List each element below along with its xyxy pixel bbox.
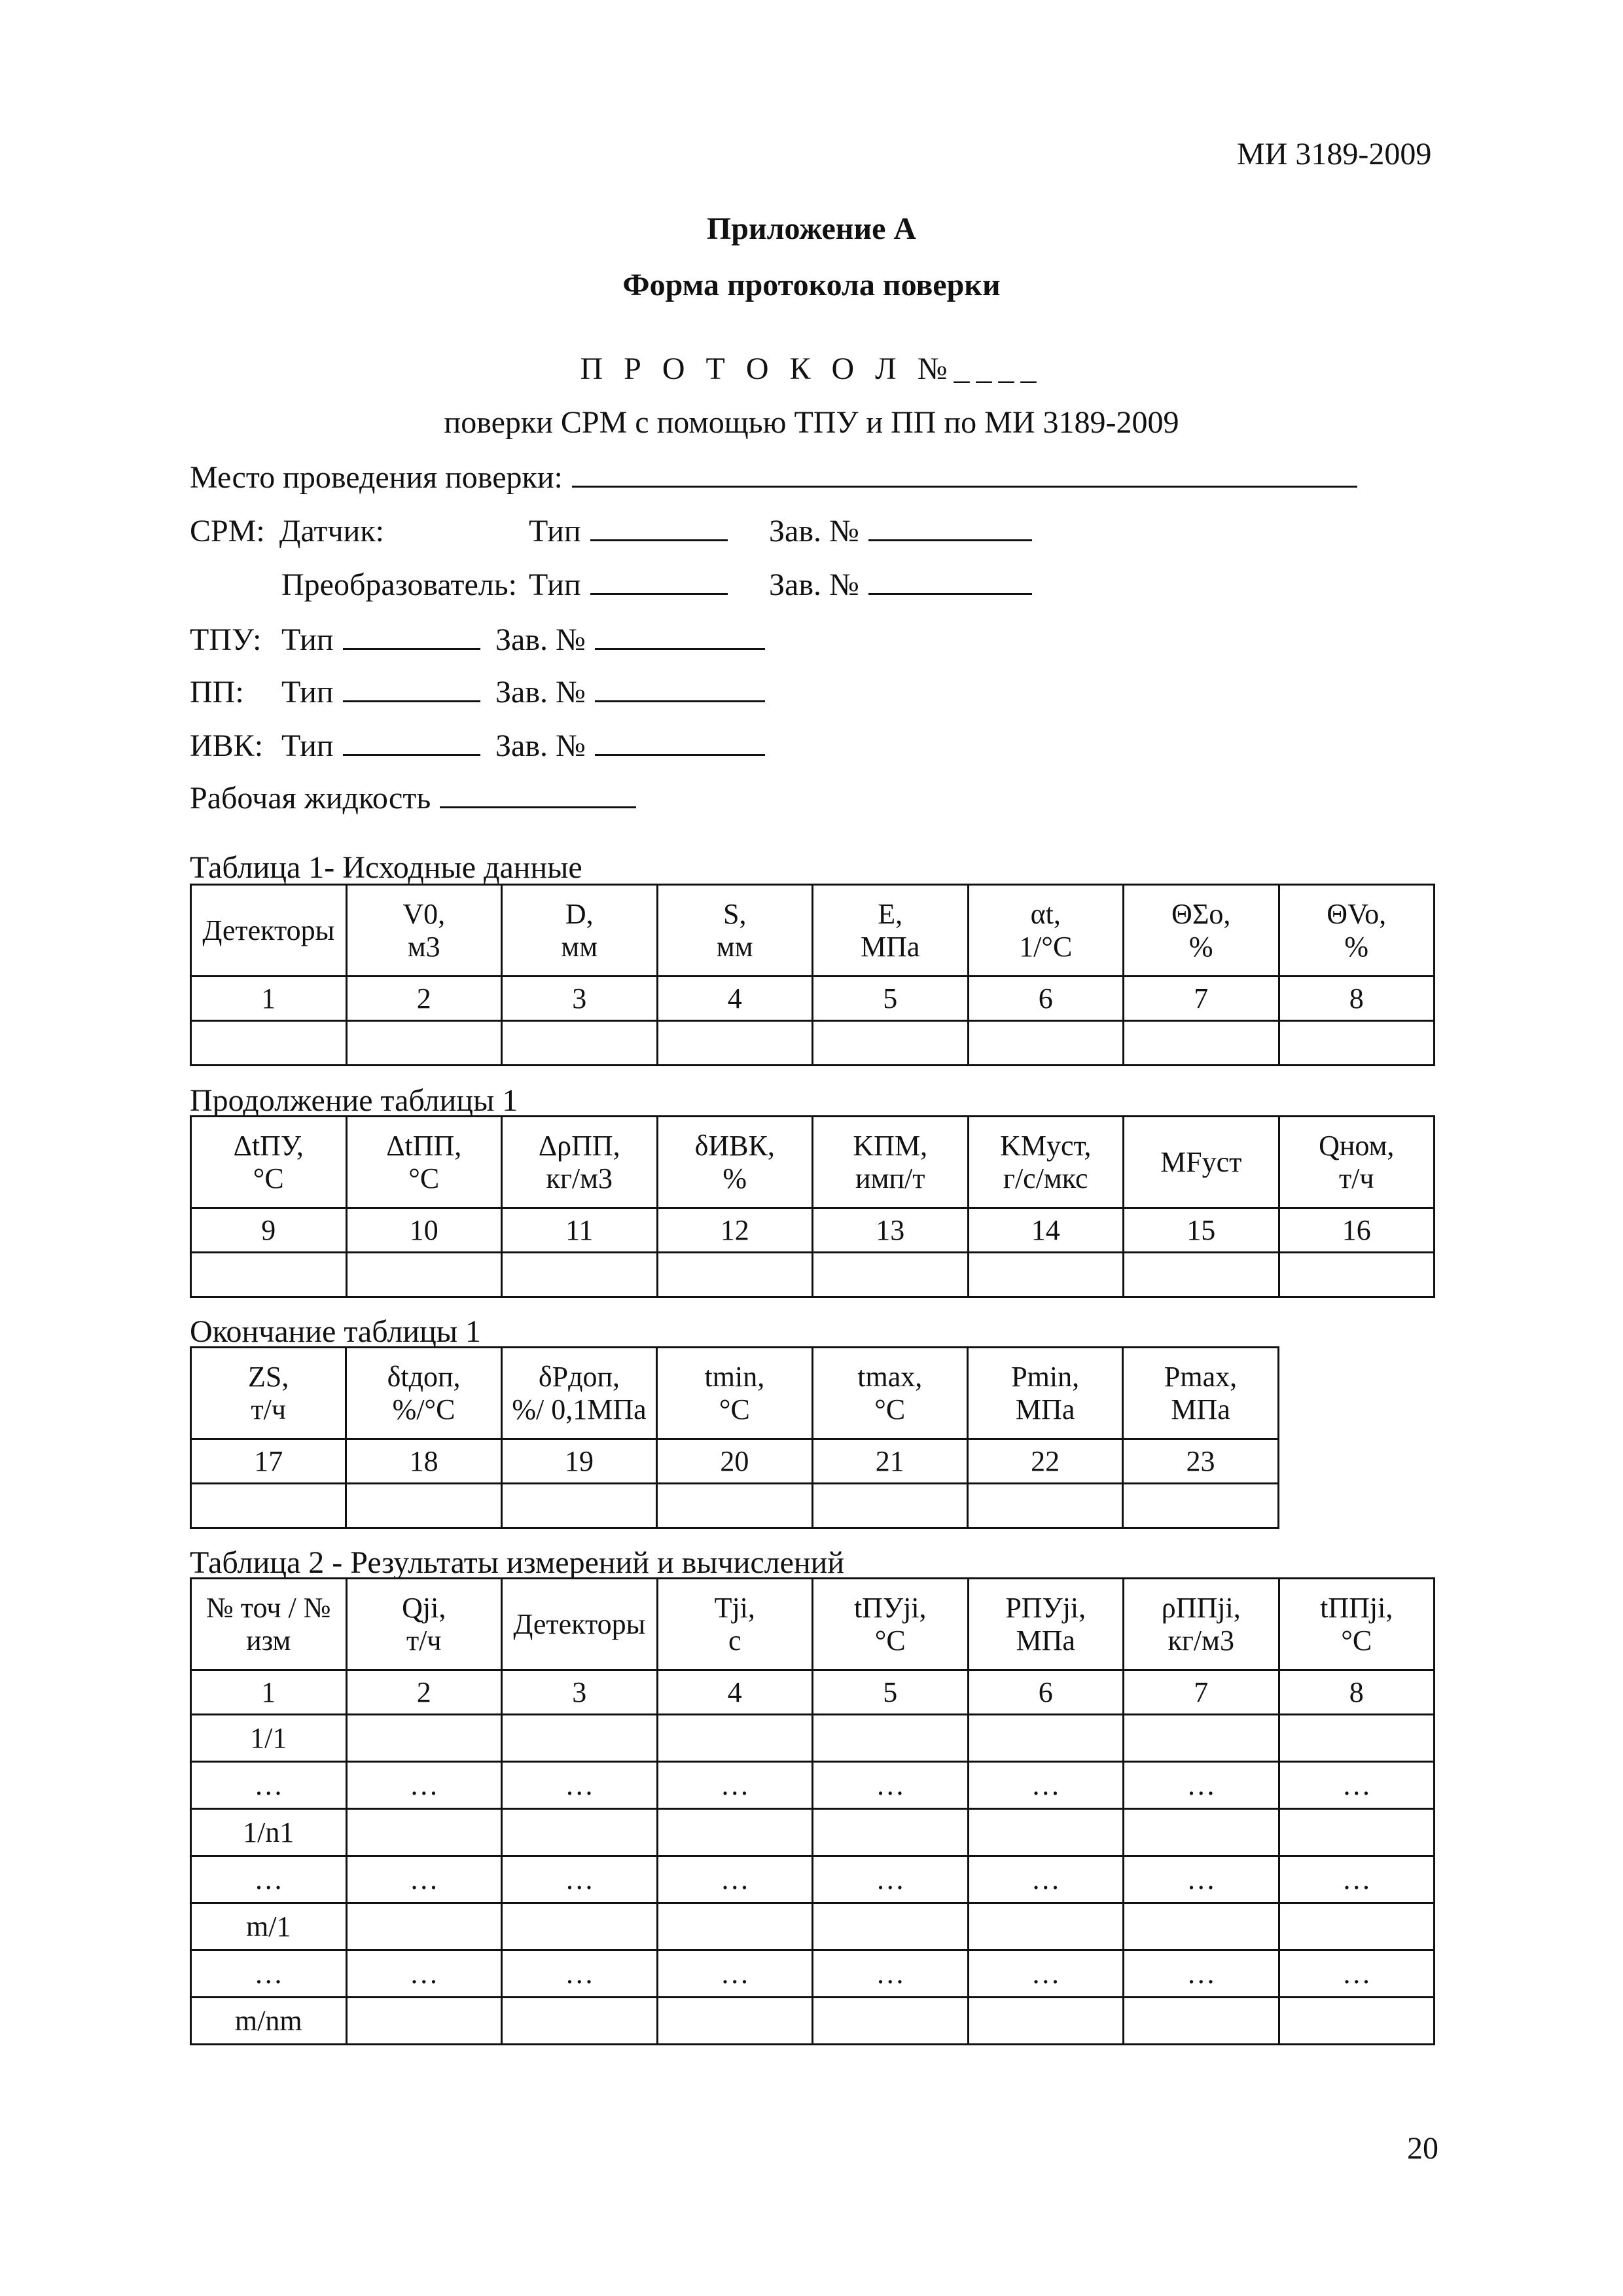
fluid-field[interactable] [440,781,636,808]
table2-ellipsis-cell: … [657,1950,813,1998]
pp-serial-label: Зав. № [495,675,586,709]
srm-label: СРМ: [190,514,265,548]
table1-end-number-cell: 19 [501,1439,656,1484]
table2-empty-cell[interactable] [346,1809,502,1856]
table1-cont-number-cell: 10 [346,1208,502,1253]
table1-empty-cell[interactable] [346,1021,502,1066]
sensor-serial-label: Зав. № [769,514,859,548]
place-label: Место проведения поверки: [190,460,563,495]
table1-number-cell: 4 [657,977,813,1021]
pp-label: ПП: [190,675,244,709]
table2-data-row [191,1809,1435,1856]
table1-header-cell: E, МПа [813,885,969,977]
ivk-type-label: Тип [281,728,334,763]
tpu-serial-field[interactable] [595,623,765,650]
table1-end-number-cell: 21 [812,1439,967,1484]
table1 [190,884,1435,1066]
table1-cont-number-cell: 14 [968,1208,1124,1253]
pp-type-label: Тип [281,675,334,709]
table1-cont-number-cell: 13 [813,1208,969,1253]
table1-cont-number-cell: 15 [1124,1208,1279,1253]
table2-ellipsis-cell: … [968,1762,1124,1809]
table1-end-empty-cell[interactable] [967,1484,1122,1528]
table2-ellipsis-cell: … [968,1950,1124,1998]
table2-empty-cell[interactable] [1124,1998,1279,2045]
sensor-label: Датчик: [279,514,384,548]
table1-cont-caption: Продолжение таблицы 1 [190,1083,518,1118]
converter-serial-field[interactable] [868,568,1032,595]
table2-header-cell: Детекторы [502,1579,658,1670]
table2-ellipsis-cell: … [813,1762,969,1809]
table1-end-empty-cell[interactable] [501,1484,656,1528]
table2-empty-cell[interactable] [1124,1809,1279,1856]
table2-number-cell: 7 [1124,1670,1279,1715]
table2-ellipsis-cell: … [1124,1856,1279,1903]
table1-cont-empty-cell[interactable] [502,1253,658,1297]
table1-number-cell: 2 [346,977,502,1021]
table2-empty-cell[interactable] [346,1715,502,1762]
table1-cont-header-cell: KПМ, имп/т [813,1117,969,1208]
sensor-type-line [529,513,728,549]
table2-ellipsis-cell: … [657,1856,813,1903]
table1-cont-header-row [191,1117,1435,1208]
table1-cont-header-cell: Qном, т/ч [1279,1117,1435,1208]
table2-empty-cell[interactable] [1279,1998,1435,2045]
table2-header-cell: Qji, т/ч [346,1579,502,1670]
table1-empty-cell[interactable] [1124,1021,1279,1066]
table2-ellipsis-cell: … [502,1762,658,1809]
table2-row-label: m/1 [191,1903,347,1950]
table2-row-label: … [191,1762,347,1809]
table2-data-row [191,1998,1435,2045]
table1-end-empty-cell[interactable] [191,1484,346,1528]
table2-ellipsis-cell: … [502,1950,658,1998]
table2-number-cell: 1 [191,1670,347,1715]
table2-ellipsis-cell: … [1279,1762,1435,1809]
table1-cont-number-cell: 12 [657,1208,813,1253]
table1-cont-number-cell: 16 [1279,1208,1435,1253]
converter-line [281,567,517,603]
table1-number-cell: 8 [1279,977,1435,1021]
table1-end-header-cell: tmax, °С [812,1348,967,1439]
table2-empty-cell[interactable] [813,1903,969,1950]
table1-end-number-cell: 23 [1123,1439,1278,1484]
table2-empty-cell[interactable] [1124,1903,1279,1950]
table2-header-cell: PПУji, МПа [968,1579,1124,1670]
table1-end-header-cell: Pmax, МПа [1123,1348,1278,1439]
tpu-serial-line [495,622,765,658]
table1-empty-cell[interactable] [1279,1021,1435,1066]
table2-number-cell: 6 [968,1670,1124,1715]
table1-cont-header-cell: ΔρПП, кг/м3 [502,1117,658,1208]
converter-serial-label: Зав. № [769,567,859,602]
table1-end [190,1346,1279,1529]
table1-number-cell: 6 [968,977,1124,1021]
table1-empty-cell[interactable] [191,1021,347,1066]
table2-empty-cell[interactable] [968,1903,1124,1950]
table2-ellipsis-cell: … [1279,1950,1435,1998]
table1-cont-empty-cell[interactable] [191,1253,347,1297]
document-code: МИ 3189-2009 [1237,137,1432,171]
table1-number-cell: 1 [191,977,347,1021]
table1-end-header-row [191,1348,1279,1439]
protocol-title: П Р О Т О К О Л №____ [580,351,1043,386]
table1-header-cell: D, мм [502,885,658,977]
table1-end-header-cell: δtдоп, %/°С [346,1348,501,1439]
table2-ellipsis-cell: … [968,1856,1124,1903]
table1-end-number-cell: 20 [657,1439,812,1484]
ivk-serial-line [495,728,765,764]
ivk-label: ИВК: [190,728,264,763]
table1-end-empty-row [191,1484,1279,1528]
table1-cont-empty-cell[interactable] [1124,1253,1279,1297]
table2-row-label: 1/1 [191,1715,347,1762]
tpu-line [190,622,480,658]
sensor-type-label: Тип [529,514,581,548]
table2 [190,1577,1435,2045]
table1-cont-header-cell: ΔtПУ, °С [191,1117,347,1208]
table1-header-cell: ΘΣo, % [1124,885,1279,977]
table1-cont-number-cell: 11 [502,1208,658,1253]
table1-cont-header-cell: MFуст [1124,1117,1279,1208]
table1-empty-row [191,1021,1435,1066]
converter-label: Преобразователь: [281,567,517,602]
table2-empty-cell[interactable] [1279,1715,1435,1762]
table1-empty-cell[interactable] [968,1021,1124,1066]
table1-cont-empty-cell[interactable] [1279,1253,1435,1297]
tpu-serial-label: Зав. № [495,622,586,657]
table2-header-cell: tПУji, °С [813,1579,969,1670]
sensor-type-field[interactable] [590,514,728,541]
table1-end-header-cell: tmin, °С [657,1348,812,1439]
table1-end-header-cell: δPдоп, %/ 0,1МПа [501,1348,656,1439]
table1-cont-empty-cell[interactable] [813,1253,969,1297]
table2-row-label: m/nm [191,1998,347,2045]
table1-cont-header-cell: δИВК, % [657,1117,813,1208]
table2-empty-cell[interactable] [657,1809,813,1856]
table1-end-empty-cell[interactable] [812,1484,967,1528]
table2-header-cell: tППji, °С [1279,1579,1435,1670]
table1-end-empty-cell[interactable] [1123,1484,1278,1528]
table2-empty-cell[interactable] [502,1998,658,2045]
table2-empty-cell[interactable] [813,1715,969,1762]
table2-empty-cell[interactable] [968,1715,1124,1762]
table2-empty-cell[interactable] [968,1809,1124,1856]
table1-caption: Таблица 1- Исходные данные [190,850,582,885]
table2-empty-cell[interactable] [1279,1809,1435,1856]
table1-empty-cell[interactable] [502,1021,658,1066]
table2-ellipsis-row [191,1950,1435,1998]
ivk-serial-label: Зав. № [495,728,586,763]
table1-number-cell: 5 [813,977,969,1021]
table2-empty-cell[interactable] [968,1998,1124,2045]
table2-header-cell: ρППji, кг/м3 [1124,1579,1279,1670]
table2-empty-cell[interactable] [502,1809,658,1856]
table1-number-cell: 7 [1124,977,1279,1021]
table2-row-label: … [191,1950,347,1998]
table1-header-cell: S, мм [657,885,813,977]
table1-empty-cell[interactable] [657,1021,813,1066]
table1-cont-number-cell: 9 [191,1208,347,1253]
table2-ellipsis-cell: … [813,1950,969,1998]
table2-empty-cell[interactable] [346,1998,502,2045]
table1-header-row [191,885,1435,977]
table1-end-number-cell: 22 [967,1439,1122,1484]
table2-ellipsis-cell: … [346,1856,502,1903]
table1-cont-header-cell: KMуст, г/с/мкс [968,1117,1124,1208]
converter-serial-line [769,567,1032,603]
ivk-serial-field[interactable] [595,729,765,756]
table1-cont-empty-row [191,1253,1435,1297]
table2-data-row [191,1715,1435,1762]
converter-type-label: Тип [529,567,581,602]
table2-empty-cell[interactable] [1124,1715,1279,1762]
table1-cont-header-cell: ΔtПП, °С [346,1117,502,1208]
table2-number-row [191,1670,1435,1715]
page-number: 20 [1407,2131,1438,2166]
table2-number-cell: 2 [346,1670,502,1715]
fluid-label: Рабочая жидкость [190,781,431,816]
table2-ellipsis-row [191,1762,1435,1809]
table2-ellipsis-cell: … [502,1856,658,1903]
table2-ellipsis-cell: … [1279,1856,1435,1903]
converter-type-line [529,567,728,603]
table2-row-label: … [191,1856,347,1903]
place-field[interactable] [572,461,1357,488]
table1-cont-empty-cell[interactable] [657,1253,813,1297]
pp-serial-field[interactable] [595,675,765,702]
table2-number-cell: 3 [502,1670,658,1715]
sensor-serial-field[interactable] [868,514,1032,541]
table2-header-cell: № точ / № изм [191,1579,347,1670]
table2-empty-cell[interactable] [657,1715,813,1762]
form-title: Форма протокола поверки [622,268,1001,302]
table2-ellipsis-cell: … [1124,1762,1279,1809]
table1-number-row [191,977,1435,1021]
table2-ellipsis-row [191,1856,1435,1903]
table2-ellipsis-cell: … [657,1762,813,1809]
converter-type-field[interactable] [590,568,728,595]
table2-data-row [191,1903,1435,1950]
table1-number-cell: 3 [502,977,658,1021]
table1-header-cell: V0, м3 [346,885,502,977]
table2-empty-cell[interactable] [502,1715,658,1762]
table2-empty-cell[interactable] [657,1903,813,1950]
table1-end-number-cell: 18 [346,1439,501,1484]
table1-end-caption: Окончание таблицы 1 [190,1314,482,1349]
table2-ellipsis-cell: … [813,1856,969,1903]
fluid-line [190,780,636,816]
table2-number-cell: 8 [1279,1670,1435,1715]
table1-end-header-cell: Pmin, МПа [967,1348,1122,1439]
table1-cont-empty-cell[interactable] [968,1253,1124,1297]
table1-header-cell: Детекторы [191,885,347,977]
table2-ellipsis-cell: … [1124,1950,1279,1998]
table2-empty-cell[interactable] [1279,1903,1435,1950]
pp-serial-line [495,674,765,710]
protocol-subtitle: поверки СРМ с помощью ТПУ и ПП по МИ 3189-2009 [444,405,1179,440]
sensor-serial-line [769,513,1032,549]
table2-number-cell: 4 [657,1670,813,1715]
table2-empty-cell[interactable] [502,1903,658,1950]
table1-end-number-row [191,1439,1279,1484]
table1-cont-empty-cell[interactable] [346,1253,502,1297]
table2-empty-cell[interactable] [657,1998,813,2045]
table1-cont-number-row [191,1208,1435,1253]
table2-empty-cell[interactable] [346,1903,502,1950]
tpu-type-field[interactable] [343,623,480,650]
appendix-title: Приложение А [706,211,917,246]
table1-end-header-cell: ZS, т/ч [191,1348,346,1439]
table2-caption: Таблица 2 - Результаты измерений и вычислений [190,1545,845,1580]
table1-cont [190,1115,1435,1298]
table2-ellipsis-cell: … [346,1950,502,1998]
table1-end-empty-cell[interactable] [657,1484,812,1528]
tpu-type-label: Тип [281,622,334,657]
srm-sensor-line [190,513,384,549]
ivk-type-field[interactable] [343,729,480,756]
pp-line [190,674,480,710]
ivk-line [190,728,480,764]
table2-row-label: 1/n1 [191,1809,347,1856]
pp-type-field[interactable] [343,675,480,702]
table2-ellipsis-cell: … [346,1762,502,1809]
table1-header-cell: αt, 1/°С [968,885,1124,977]
table2-number-cell: 5 [813,1670,969,1715]
table2-empty-cell[interactable] [813,1998,969,2045]
table1-empty-cell[interactable] [813,1021,969,1066]
table2-empty-cell[interactable] [813,1809,969,1856]
table1-header-cell: ΘVo, % [1279,885,1435,977]
tpu-label: ТПУ: [190,622,262,657]
table1-end-empty-cell[interactable] [346,1484,501,1528]
place-line [190,459,1357,495]
table1-end-number-cell: 17 [191,1439,346,1484]
table2-header-row [191,1579,1435,1670]
table2-header-cell: Tji, с [657,1579,813,1670]
